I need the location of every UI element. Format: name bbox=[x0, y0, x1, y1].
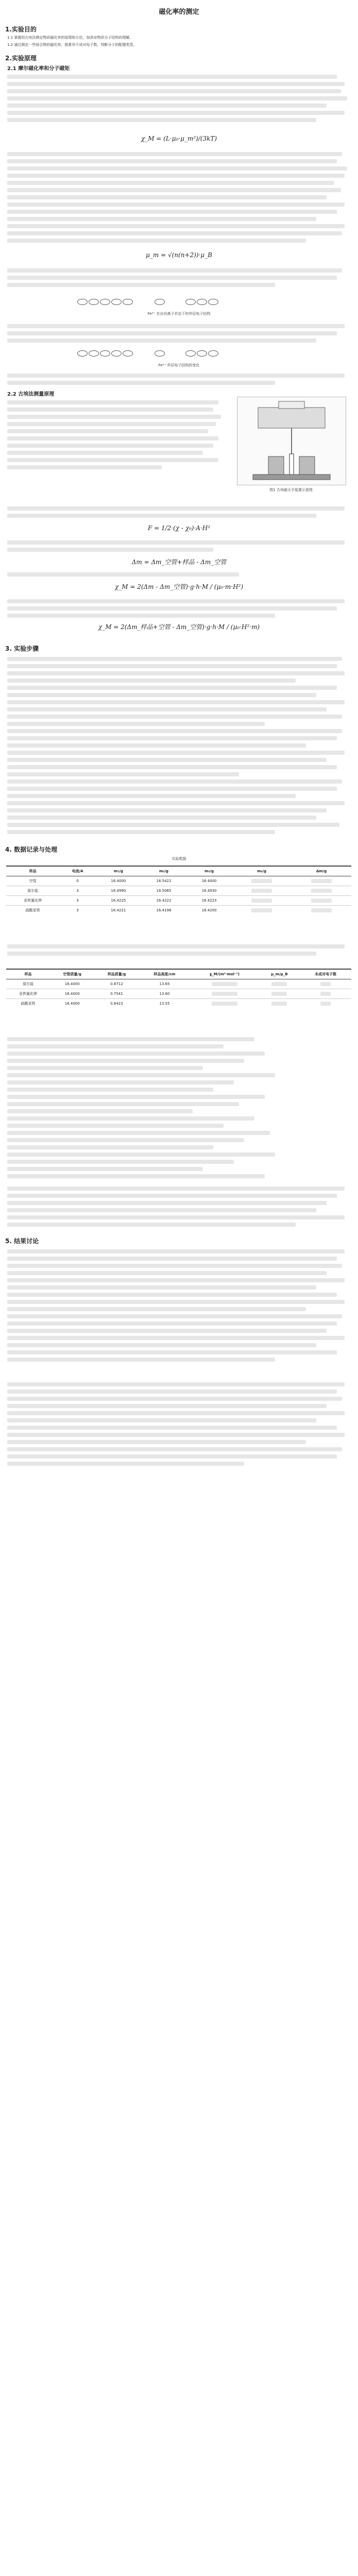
formula-magnetic-moment: μ_m = √(n(n+2))·μ_B bbox=[146, 251, 212, 259]
principle-paragraph-2 bbox=[7, 150, 350, 244]
table-cell: 硫酸亚铁 bbox=[6, 999, 50, 1009]
table-cell bbox=[292, 896, 351, 906]
gouy-paragraph bbox=[7, 399, 224, 471]
formula-molar-susceptibility: χ_M = (L·μ₀·μ_m²)/(3kT) bbox=[141, 135, 217, 142]
table-cell: 16.4200 bbox=[186, 906, 232, 916]
table-cell bbox=[259, 979, 300, 989]
data-note-paragraph bbox=[7, 943, 350, 957]
table-cell: 16.4222 bbox=[141, 896, 186, 906]
table-cell: 空管 bbox=[6, 876, 59, 886]
table-cell: 16.4930 bbox=[186, 886, 232, 896]
figure-caption-gouy: 图1 古埃磁天平装置示意图 bbox=[269, 488, 313, 492]
force-paragraph bbox=[7, 505, 350, 519]
section-heading-4: 4. 数据记录与处理 bbox=[5, 846, 58, 853]
table-row bbox=[6, 896, 351, 906]
subsection-heading-21: 2.1 摩尔磁化率和分子磁矩 bbox=[7, 66, 70, 72]
table-cell: 16.4198 bbox=[141, 906, 186, 916]
table-cell: 0.7541 bbox=[94, 989, 139, 999]
table1-header-cell: 样品 bbox=[6, 866, 59, 876]
table2-header-cell: 空管质量/g bbox=[50, 969, 94, 979]
figure-caption-free-ion: Fe²⁺ 在自由离子状态下的外层电子结构 bbox=[147, 312, 211, 316]
procedure-paragraph bbox=[7, 655, 350, 836]
table-row bbox=[6, 979, 351, 989]
discussion-paragraph bbox=[7, 1248, 350, 1363]
table-cell: 16.4000 bbox=[50, 989, 94, 999]
force-paragraph-2 bbox=[7, 539, 350, 553]
table-cell: 莫尔盐 bbox=[6, 886, 59, 896]
table1-header-cell: m₃/g bbox=[186, 866, 232, 876]
table-cell: 亚铁氰化钾 bbox=[6, 989, 50, 999]
section-heading-1: 1.实验目的 bbox=[5, 26, 37, 33]
table2-header-cell: 样品质量/g bbox=[94, 969, 139, 979]
table1-header-cell: m₂/g bbox=[141, 866, 186, 876]
calculation-summary bbox=[7, 1185, 350, 1228]
table-cell bbox=[300, 989, 351, 999]
formula-delta-m: Δm = Δm_空管+样品 - Δm_空管 bbox=[131, 558, 227, 566]
table1-header-cell: 电流/A bbox=[59, 866, 96, 876]
document-title: 磁化率的测定 bbox=[159, 8, 199, 16]
table-cell: 3 bbox=[59, 886, 96, 896]
table1-header-cell: m₄/g bbox=[232, 866, 292, 876]
table-cell: 13.55 bbox=[139, 999, 191, 1009]
table-cell: 16.4223 bbox=[186, 896, 232, 906]
gouy-balance-drawing bbox=[237, 397, 346, 485]
formula-force: F = 1/2·(χ - χ₀)·A·H² bbox=[147, 524, 211, 532]
formula-chi-m-final: χ_M = 2(Δm_样品+空管 - Δm_空管)·g·h·M / (μ₀·H²·m) bbox=[98, 623, 260, 631]
table-row bbox=[6, 906, 351, 916]
table2-header-cell: 样品 bbox=[6, 969, 50, 979]
section-heading-3: 3. 实验步骤 bbox=[5, 645, 39, 652]
subsection-heading-22: 2.2 古埃法测量原理 bbox=[7, 392, 55, 397]
table-cell: 16.4000 bbox=[50, 999, 94, 1009]
table-cell: 16.4990 bbox=[96, 886, 141, 896]
table-cell: 3 bbox=[59, 896, 96, 906]
appendix-paragraph bbox=[7, 1381, 350, 1467]
table-cell: 13.60 bbox=[139, 989, 191, 999]
table-cell bbox=[292, 906, 351, 916]
table-cell bbox=[190, 989, 259, 999]
table-cell bbox=[232, 886, 292, 896]
table-cell bbox=[300, 999, 351, 1009]
table-cell bbox=[232, 876, 292, 886]
table2-header-cell: χ_M/(m³·mol⁻¹) bbox=[190, 969, 259, 979]
table-cell: 16.4000 bbox=[186, 876, 232, 886]
figure-caption-complex: Fe²⁺ 外层电子结构的变化 bbox=[158, 363, 200, 367]
table-cell: 16.5422 bbox=[141, 876, 186, 886]
data-table-2 bbox=[6, 969, 351, 1008]
table-cell bbox=[190, 979, 259, 989]
table-row bbox=[6, 886, 351, 896]
table-cell: 0.8712 bbox=[94, 979, 139, 989]
principle-paragraph-1 bbox=[7, 73, 350, 124]
table-cell bbox=[232, 896, 292, 906]
table-cell bbox=[292, 876, 351, 886]
table-cell: 16.4000 bbox=[96, 876, 141, 886]
table-cell bbox=[259, 999, 300, 1009]
section-heading-5: 5. 结果讨论 bbox=[5, 1238, 39, 1245]
table-cell: 13.65 bbox=[139, 979, 191, 989]
table-cell: 16.4221 bbox=[96, 906, 141, 916]
table-cell bbox=[292, 886, 351, 896]
force-paragraph-4 bbox=[7, 598, 350, 619]
table-row bbox=[6, 999, 351, 1009]
principle-paragraph-3 bbox=[7, 267, 350, 289]
gouy-balance-figure bbox=[237, 397, 346, 485]
section-heading-2: 2.实验原理 bbox=[5, 55, 37, 62]
table-cell bbox=[259, 989, 300, 999]
table1-title: 实验数据 bbox=[172, 857, 186, 861]
table1-header-cell: Δm/g bbox=[292, 866, 351, 876]
aim-line-1: 1.1 掌握用古埃法测定物质磁化率的原理和方法，加深对物质分子结构的理解。 bbox=[7, 36, 133, 40]
data-table-1 bbox=[6, 866, 351, 915]
principle-paragraph-5 bbox=[7, 372, 350, 386]
formula-chi-m: χ_M = 2(Δm - Δm_空管)·g·h·M / (μ₀·m·H²) bbox=[114, 583, 244, 590]
table-cell: 3 bbox=[59, 906, 96, 916]
table-cell: 16.4000 bbox=[50, 979, 94, 989]
calculation-block bbox=[7, 1036, 350, 1180]
table-cell: 亚铁氰化钾 bbox=[6, 896, 59, 906]
table1-header-cell: m₁/g bbox=[96, 866, 141, 876]
table-row bbox=[6, 876, 351, 886]
table-cell: 16.5065 bbox=[141, 886, 186, 896]
table2-header-cell: μ_m/μ_B bbox=[259, 969, 300, 979]
force-paragraph-3 bbox=[7, 571, 350, 578]
table-cell bbox=[190, 999, 259, 1009]
table1-header-row bbox=[6, 866, 351, 876]
table-cell: 莫尔盐 bbox=[6, 979, 50, 989]
table-row bbox=[6, 989, 351, 999]
table-cell: 0.8423 bbox=[94, 999, 139, 1009]
table2-header-cell: 样品高度/cm bbox=[139, 969, 191, 979]
table2-header-row bbox=[6, 969, 351, 979]
table-cell: 0 bbox=[59, 876, 96, 886]
table-cell: 16.4225 bbox=[96, 896, 141, 906]
table-cell bbox=[300, 979, 351, 989]
principle-paragraph-4 bbox=[7, 323, 350, 344]
table2-header-cell: 未成对电子数 bbox=[300, 969, 351, 979]
table-cell: 硫酸亚铁 bbox=[6, 906, 59, 916]
aim-line-2: 1.2 通过测定一些络合物的磁化率，推算其不成对电子数，判断分子的配键类型。 bbox=[7, 43, 137, 47]
table-cell bbox=[232, 906, 292, 916]
